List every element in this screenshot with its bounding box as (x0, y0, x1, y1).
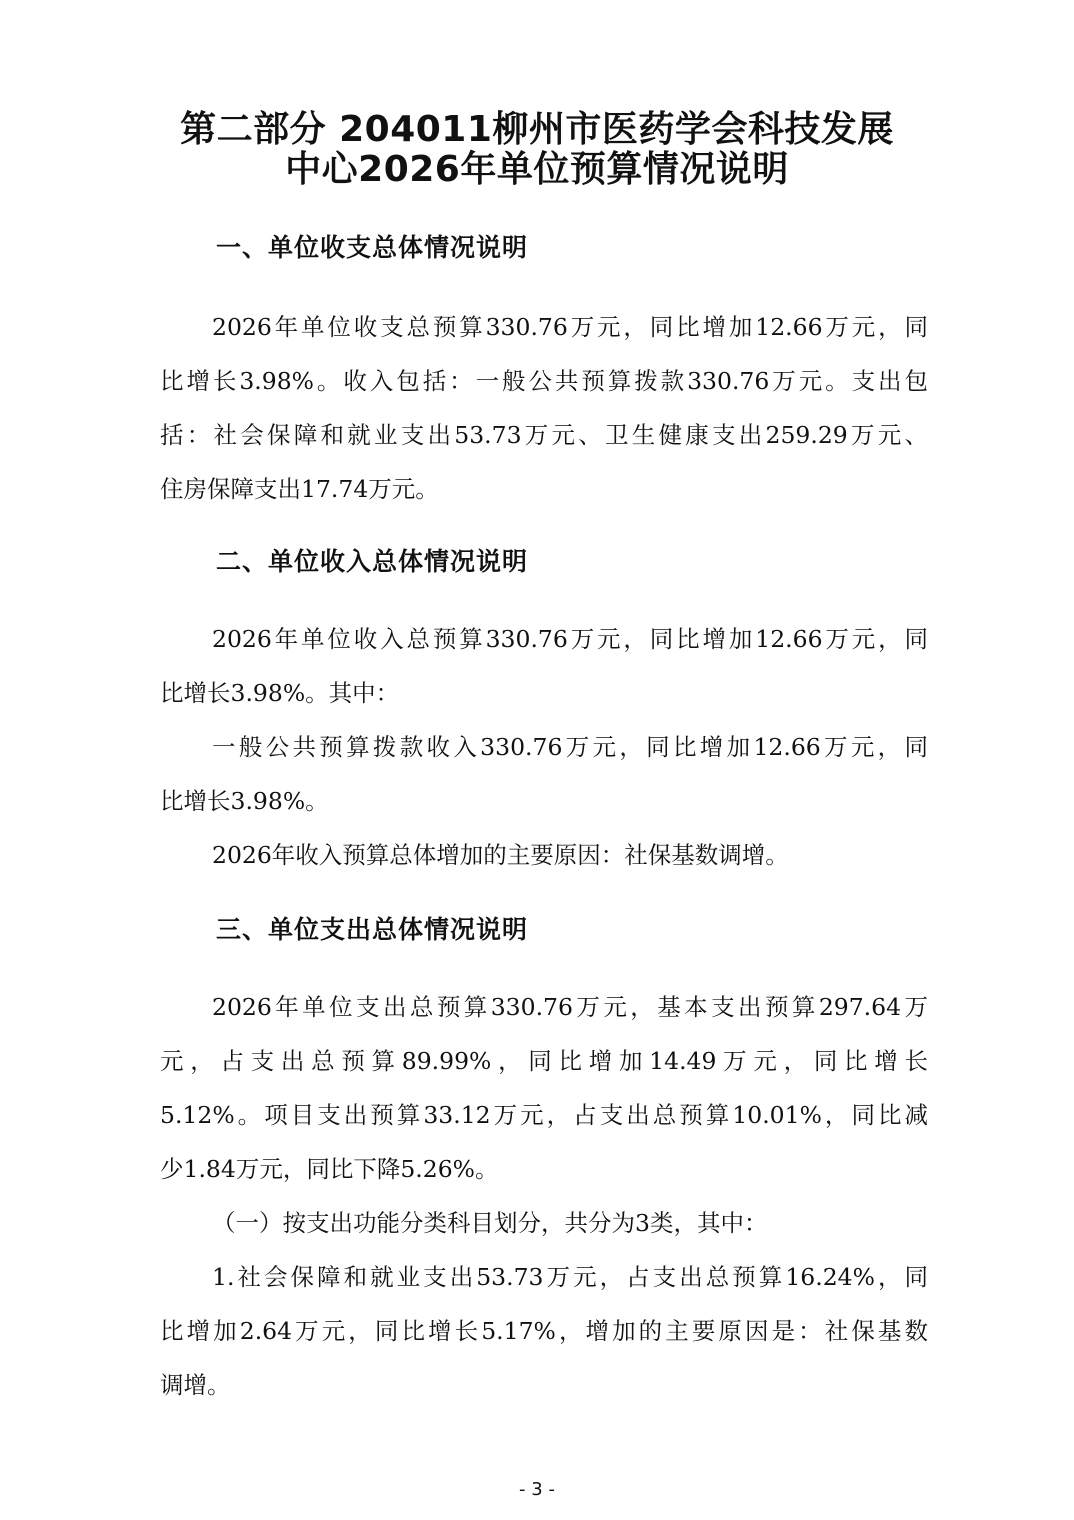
page-number: - 3 - (519, 1479, 555, 1500)
section-2-paragraph-line: 2026年单位收入总预算330.76万元，同比增加12.66万元，同 (212, 625, 928, 653)
section-2-paragraph-line: 2026年收入预算总体增加的主要原因：社保基数调增。 (212, 841, 789, 869)
section-3-paragraph-line: 5.12%。项目支出预算33.12万元，占支出总预算10.01%，同比减 (160, 1101, 928, 1129)
section-3-paragraph-line: （一）按支出功能分类科目划分，共分为3类，其中： (212, 1209, 768, 1237)
section-1-paragraph-line: 2026年单位收支总预算330.76万元，同比增加12.66万元，同 (212, 313, 928, 341)
section-3-paragraph-line: 调增。 (160, 1371, 231, 1399)
section-3-paragraph-line: 少1.84万元，同比下降5.26%。 (160, 1155, 499, 1183)
section-1-heading: 一、单位收支总体情况说明 (216, 233, 529, 262)
section-1-paragraph-line: 住房保障支出17.74万元。 (160, 475, 439, 503)
section-3-paragraph-line: 2026年单位支出总预算330.76万元，基本支出预算297.64万 (212, 993, 928, 1021)
document-title-line-1: 第二部分 204011柳州市医药学会科技发展 (180, 109, 894, 150)
section-2-heading: 二、单位收入总体情况说明 (216, 547, 529, 576)
section-2-paragraph-line: 比增长3.98%。其中： (160, 679, 400, 707)
section-3-heading: 三、单位支出总体情况说明 (216, 915, 529, 944)
section-3-paragraph-line: 1.社会保障和就业支出53.73万元，占支出总预算16.24%，同 (212, 1263, 928, 1291)
document-title-line-2: 中心2026年单位预算情况说明 (285, 149, 789, 190)
section-3-paragraph-line: 元，占支出总预算89.99%，同比增加14.49万元，同比增长 (160, 1047, 928, 1075)
section-3-paragraph-line: 比增加2.64万元，同比增长5.17%，增加的主要原因是：社保基数 (160, 1317, 928, 1345)
section-1-paragraph-line: 比增长3.98%。收入包括：一般公共预算拨款330.76万元。支出包 (160, 367, 928, 395)
section-1-paragraph-line: 括：社会保障和就业支出53.73万元、卫生健康支出259.29万元、 (160, 421, 928, 449)
section-2-paragraph-line: 比增长3.98%。 (160, 787, 329, 815)
section-2-paragraph-line: 一般公共预算拨款收入330.76万元，同比增加12.66万元，同 (212, 733, 928, 761)
